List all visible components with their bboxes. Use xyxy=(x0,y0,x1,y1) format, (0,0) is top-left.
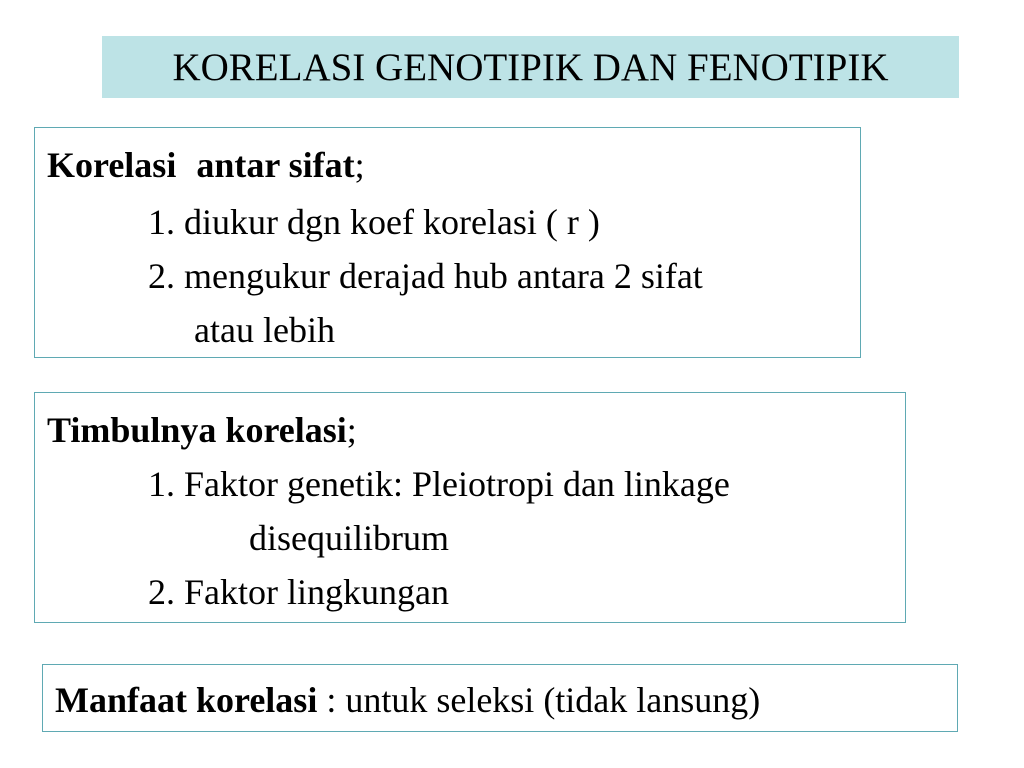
benefit-text: : untuk seleksi (tidak lansung) xyxy=(317,680,761,720)
causes-item-1: 1. Faktor genetik: Pleiotropi dan linkage xyxy=(148,464,730,504)
correlation-definition-box xyxy=(34,127,861,358)
causes-item-1-continued: disequilibrum xyxy=(249,518,449,558)
correlation-causes-box xyxy=(34,392,906,623)
causes-item-2: 2. Faktor lingkungan xyxy=(148,572,449,612)
title-box xyxy=(102,36,959,98)
heading-bold-antar-sifat: antar sifat xyxy=(196,145,355,185)
definition-item-2-continued: atau lebih xyxy=(194,310,335,350)
slide-title: KORELASI GENOTIPIK DAN FENOTIPIK xyxy=(172,45,889,89)
heading-semicolon: ; xyxy=(346,410,357,450)
definition-item-2: 2. mengukur derajad hub antara 2 sifat xyxy=(148,256,703,296)
correlation-causes-heading xyxy=(47,412,357,448)
correlation-definition-heading xyxy=(47,147,365,183)
heading-semicolon: ; xyxy=(354,145,365,185)
correlation-benefit-line xyxy=(55,682,760,718)
heading-bold-timbulnya-korelasi: Timbulnya korelasi xyxy=(47,410,347,450)
definition-item-1: 1. diukur dgn koef korelasi ( r ) xyxy=(148,202,600,242)
correlation-benefit-box xyxy=(42,664,958,732)
heading-bold-korelasi: Korelasi xyxy=(47,145,177,185)
heading-bold-manfaat-korelasi: Manfaat korelasi xyxy=(55,680,318,720)
